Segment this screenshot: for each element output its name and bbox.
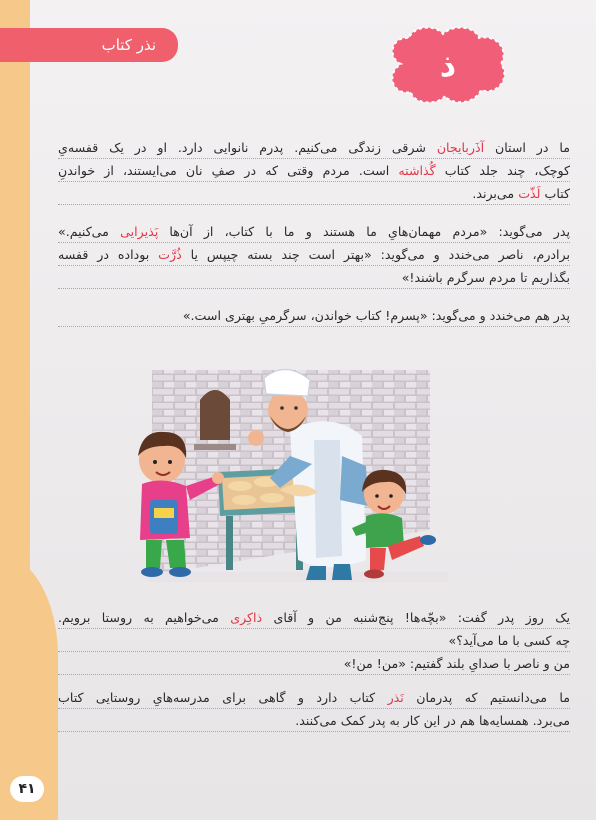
highlighted-word: نَذر: [387, 690, 404, 705]
highlighted-word: ذاکِری: [230, 610, 263, 625]
text-line: ما می‌دانستیم که پدرمان نَذر کتاب دارد و گاهی برای مدرسه‌هایِ روستایی کتاب: [58, 688, 570, 711]
text-line: کوچک، چند جلد کتاب گُذاشته است. مردم وقتی که در صفِ نان می‌ایستند، از خواندنِ: [58, 161, 570, 184]
text-line: پدر می‌گوید: «مردم مهمان‌هایِ ما هستند و ما با کتاب، از آن‌ها پَذیرایی می‌کنیم.»: [58, 222, 570, 245]
paragraph-4: [58, 608, 570, 677]
text-line: می‌برد. همسایه‌ها هم در این کار به پدر کمک می‌کنند.: [58, 711, 570, 734]
page-number: ۴۱: [10, 776, 44, 802]
text-line: بگذاریم تا مردم سرگرم باشند!»: [58, 268, 570, 291]
text-line: من و ناصر با صدایِ بلند گفتیم: «من! من!»: [58, 654, 570, 677]
highlighted-word: گُذاشته: [398, 163, 436, 178]
text-line: ما در استان آذَربایجان شرقی زندگی می‌کنیم. پدرم نانوایی دارد. او در یک قفسه‌یِ: [58, 138, 570, 161]
paragraph-5: [58, 688, 570, 734]
paragraph-2: [58, 222, 570, 291]
text-line: کتاب لَذّت می‌برند.: [58, 184, 570, 207]
text-line: یک روز پدر گفت: «بچّه‌ها! پنج‌شنبه من و آقای ذاکِری می‌خواهیم به روستا برویم.: [58, 608, 570, 631]
lesson-title: نذر کتاب: [101, 36, 156, 54]
text-line: چه کسی با ما می‌آید؟»: [58, 631, 570, 654]
lesson-title-band: [0, 28, 178, 62]
highlighted-word: پَذیرایی: [120, 224, 159, 239]
text-line: پدر هم می‌خندد و می‌گوید: «پسرم! کتاب خواندن، سرگرمیِ بهتری است.»: [58, 306, 570, 329]
oven-opening: [200, 390, 230, 440]
badge-letter: ذ: [439, 46, 457, 84]
highlighted-word: ذُرَّت: [158, 247, 182, 262]
highlighted-word: لَذّت: [518, 186, 541, 201]
paragraph-1: [58, 138, 570, 207]
highlighted-word: آذَربایجان: [436, 140, 485, 155]
paragraph-3: [58, 306, 570, 329]
text-line: برادرم، ناصر می‌خندد و می‌گوید: «بهتر است چند بسته چیپس یا ذُرَّت بوداده در قفسه: [58, 245, 570, 268]
bakery-illustration: [130, 360, 450, 592]
